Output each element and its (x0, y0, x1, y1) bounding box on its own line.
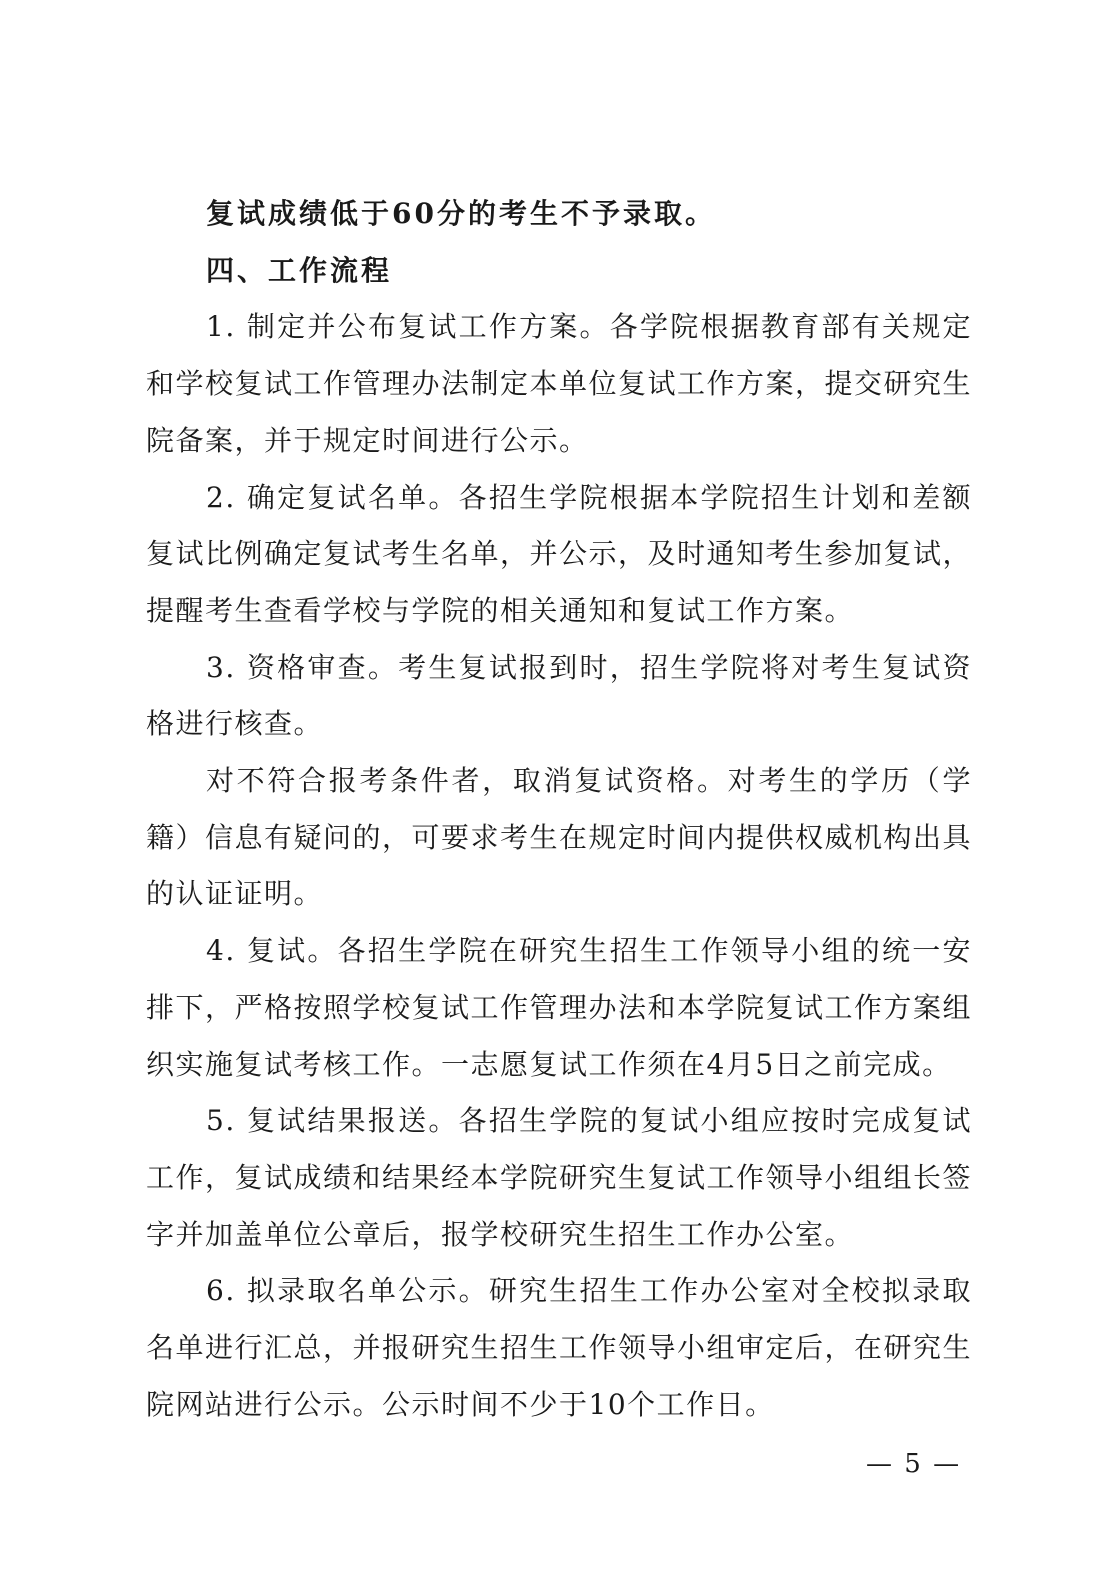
paragraph-step-1: 1. 制定并公布复试工作方案。各学院根据教育部有关规定和学校复试工作管理办法制定本单位复试工作方案，提交研究生院备案，并于规定时间进行公示。 (146, 310, 973, 457)
paragraph-step-5: 5. 复试结果报送。各招生学院的复试小组应按时完成复试工作，复试成绩和结果经本学院研究生复试工作领导小组组长签字并加盖单位公章后，报学校研究生招生工作办公室。 (146, 1104, 973, 1251)
paragraph-step-4: 4. 复试。各招生学院在研究生招生工作领导小组的统一安排下，严格按照学校复试工作管理办法和本学院复试工作方案组织实施复试考核工作。一志愿复试工作须在4月5日之前完成。 (146, 934, 973, 1081)
paragraph-step-3-detail: 对不符合报考条件者，取消复试资格。对考生的学历（学籍）信息有疑问的，可要求考生在规定时间内提供权威机构出具的认证证明。 (146, 764, 973, 911)
document-body (146, 186, 972, 1433)
paragraph-step-3: 3. 资格审查。考生复试报到时，招生学院将对考生复试资格进行核查。 (146, 650, 972, 741)
page-number: — 5 — (866, 1449, 962, 1479)
paragraph-step-6: 6. 拟录取名单公示。研究生招生工作办公室对全校拟录取名单进行汇总，并报研究生招生工作领导小组审定后，在研究生院网站进行公示。公示时间不少于10个工作日。 (146, 1274, 973, 1421)
paragraph-step-2: 2. 确定复试名单。各招生学院根据本学院招生计划和差额复试比例确定复试考生名单，并公示，及时通知考生参加复试，提醒考生查看学校与学院的相关通知和复试工作方案。 (146, 480, 973, 627)
section-heading-workflow: 四、工作流程 (206, 253, 393, 287)
paragraph-score-requirement: 复试成绩低于60分的考生不予录取。 (206, 197, 716, 230)
